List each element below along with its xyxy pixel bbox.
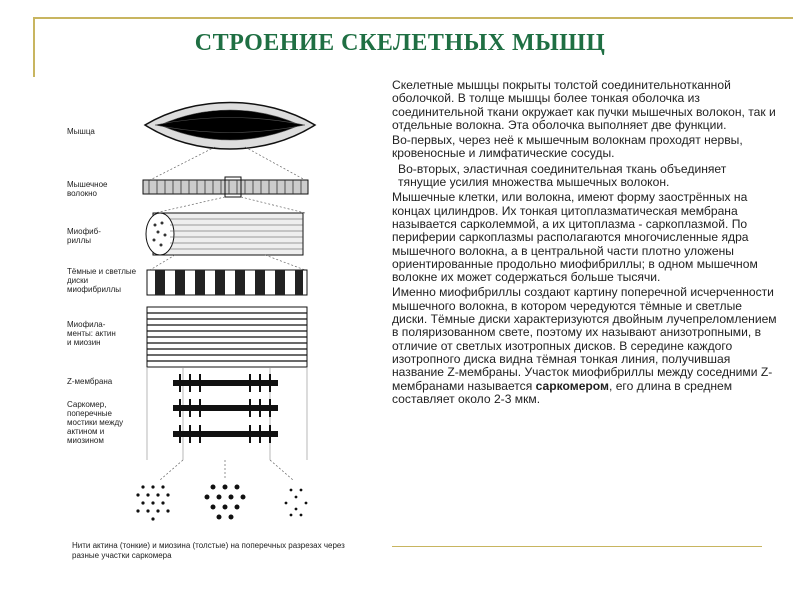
label-fiber: Мышечное волокно <box>67 180 108 198</box>
frame-left-line <box>33 17 35 77</box>
cross-sections <box>136 485 307 521</box>
figure-caption: Нити актина (тонкие) и миозина (толстые) на поперечных разрезах через разные участки саркомера <box>72 541 345 560</box>
label-z-membrane: Z-мембрана <box>67 377 113 386</box>
frame-top-line <box>33 17 793 19</box>
label-muscle: Мышца <box>67 127 95 136</box>
paragraph-5-end: , его длина в среднем составляет около 2-3 мкм. <box>392 378 733 406</box>
label-myofibrils: Миофиб-риллы <box>67 227 101 245</box>
paragraph-5-text: Именно миофибриллы создают картину поперечной исчерченности мышечного волокна, в котором чередуются тёмные и светлые диски. Тёмные диски характеризуются двойным лучепреломлением в поляризованном свете, поэтому их называют анизотропными, в отличие от светлых изотропных дисков. В середине каждого изотропного диска видна тёмная тонкая линия, получившая название Z-мембраны. Участок миофибриллы между соседними Z-мембранами называется <box>392 285 777 393</box>
text-underline <box>392 546 762 547</box>
slide-title: СТРОЕНИЕ СКЕЛЕТНЫХ МЫШЦ <box>194 30 606 56</box>
paragraph-3: Во-вторых, эластичная соединительная ткань объединяет тянущие усилия множества мышечных волокон. <box>398 161 727 190</box>
label-myofilaments: Миофила-менты: актин и миозин <box>67 320 116 347</box>
sarcomere-shape <box>173 374 278 443</box>
paragraph-5 <box>392 286 777 406</box>
paragraph-2: Во-первых, через неё к мышечным волокнам проходят нервы, кровеносные и лимфатические сосуды. <box>392 133 743 161</box>
body-text <box>392 79 777 408</box>
paragraph-4: Мышечные клетки, или волокна, имеют форму заострённых на концах цилиндров. Их тонкая цитоплазматическая мембрана называется сарколеммой, а их цитоплазма - саркоплазмой. По периферии саркоплазмы располагаются многочисленные ядра мышечного волокна, а в центральной части плотно уложены ориентированные продольно миофибриллы; в одном мышечном волокне их может содержаться больше тысячи. <box>392 190 758 285</box>
muscle-structure-figure <box>65 95 365 575</box>
label-sarcomere: Саркомер, поперечные мостики между актином и миозином <box>67 400 124 445</box>
paragraph-1: Скелетные мышцы покрыты толстой соединительнотканной оболочкой. В толще мышцы более тонкая оболочка из соединительной ткани окружает как пучки мышечных волокон, так и отдельные волокна. Эта оболочка выполняет две функции. <box>392 78 776 132</box>
label-discs: Тёмные и светлые диски миофибриллы <box>67 267 137 294</box>
sarcomere-term: саркомером <box>535 378 609 393</box>
